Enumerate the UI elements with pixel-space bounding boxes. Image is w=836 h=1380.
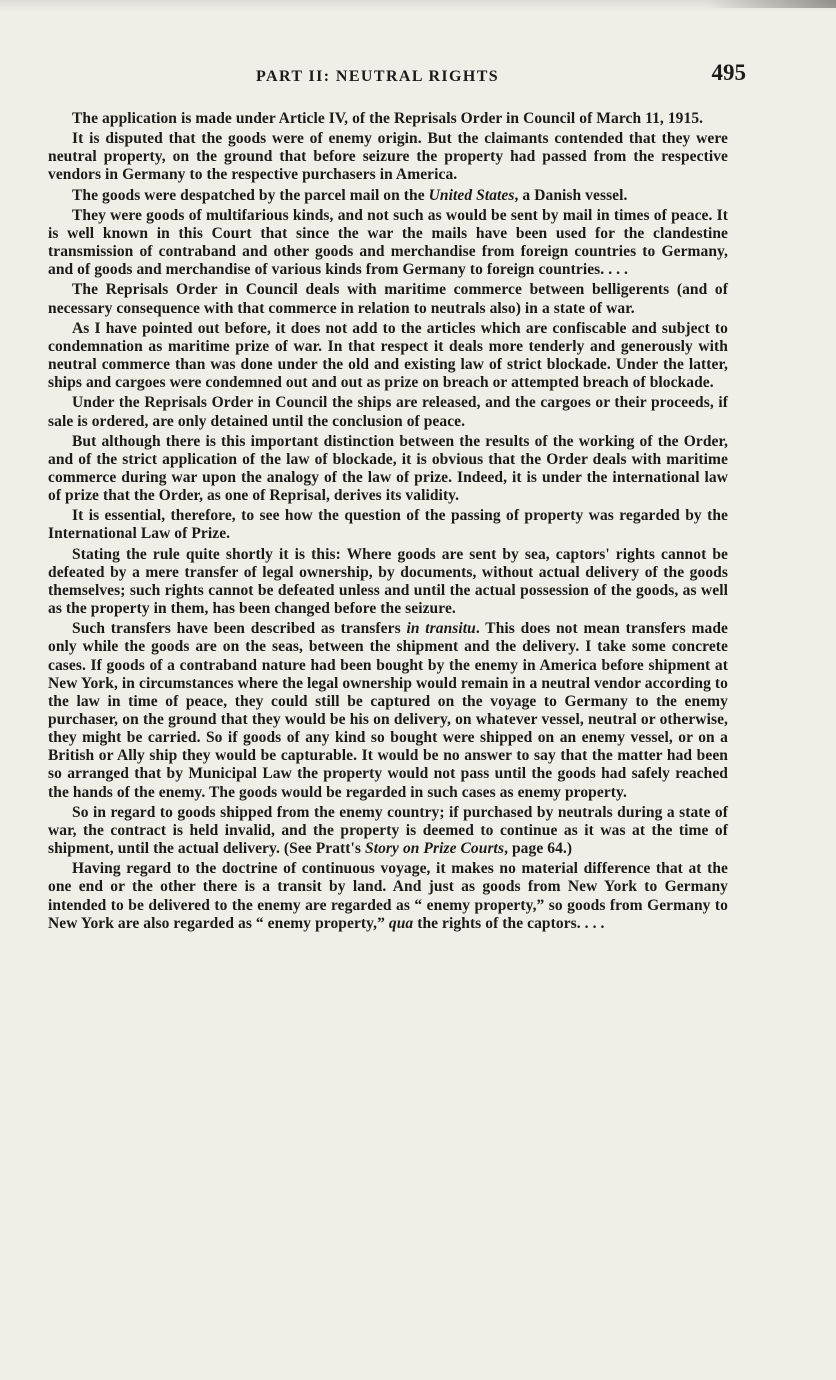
text-segment: the rights of the captors. . . . <box>413 914 605 932</box>
body-text <box>48 110 728 933</box>
text-segment: Stating the rule quite shortly it is this: Where goods are sent by sea, captors' rights cannot be defeated by a mere transfer of legal ownership, by documents, without actual delivery of the goods themselves; such rights cannot be defeated unless and until the actual possession of the goods, as well as the property in them, has been changed before the seizure. <box>48 545 728 618</box>
paragraph-6 <box>48 320 728 393</box>
text-segment: Having regard to the doctrine of continuous voyage, it makes no material difference that at the one end or the other there is a transit by land. And just as goods from New York to Germany intended to be delivered to the enemy are regarded as “ enemy property,” so goods from Germany to New York are also regarded as “ enemy property,” <box>48 860 728 932</box>
paragraph-1 <box>48 110 728 128</box>
text-segment: But although there is this important distinction between the results of the working of the Order, and of the strict application of the law of blockade, it is obvious that the Order deals with maritime commerce during war upon the analogy of the law of prize. Indeed, it is under the international law of prize that the Order, as one of Reprisal, derives its validity. <box>48 432 728 505</box>
text-segment: The application is made under Article IV, of the Reprisals Order in Council of March 11, 1915. <box>72 110 704 127</box>
text-segment: Under the Reprisals Order in Council the ships are released, and the cargoes or their proceeds, if sale is ordered, are only detained until the conclusion of peace. <box>48 394 728 430</box>
paragraph-12 <box>48 804 728 858</box>
running-title: PART II: NEUTRAL RIGHTS <box>256 68 500 85</box>
text-segment: . This does not mean transfers made only while the goods are on the seas, between the shipment and the delivery. I take some concrete cases. If goods of a contraband nature had been bought by the enemy in America before shipment at New York, in circumstances where the legal ownership would remain in a neutral vendor according to the law in time of peace, they could still be captured on the voyage to Germany to the enemy purchaser, on the ground that they would be his on delivery, on whatever vessel, neutral or otherwise, they might be carried. So if goods of any kind so bought were shipped on an enemy vessel, or on a British or Ally ship they would be capturable. It would be no answer to say that the matter had been so arranged that by Municipal Law the property would not pass until the goods had safely reached the hands of the enemy. The goods would be regarded in such cases as enemy property. <box>48 620 729 801</box>
text-segment: So in regard to goods shipped from the enemy country; if purchased by neutrals during a state of war, the contract is held invalid, and the property is deemed to continue as it was at the time of shipment, until the actual delivery. (See Pratt's <box>48 803 728 858</box>
paragraph-5 <box>48 281 728 317</box>
text-segment: Such transfers have been described as transfers <box>72 620 407 638</box>
paragraph-4 <box>48 207 728 280</box>
text-segment: , page 64.) <box>504 840 573 858</box>
page-number: 495 <box>711 60 746 85</box>
paragraph-13 <box>48 860 728 933</box>
text-segment: They were goods of multifarious kinds, and not such as would be sent by mail in times of peace. It is well known in this Court that since the war the mails have been used for the clandestine transmission of contraband and other goods and merchandise from foreign countries to Germany, and of goods and merchandise of various kinds from Germany to foreign countries. . . . <box>48 206 728 279</box>
paragraph-3 <box>48 187 728 205</box>
book-title-italic: Story on Prize Courts <box>365 840 505 858</box>
text-segment: It is disputed that the goods were of enemy origin. But the claimants contended that they were neutral property, on the ground that before seizure the property had passed from the respective vendors in Germany to the respective purchasers in America. <box>48 130 728 184</box>
text-segment: It is essential, therefore, to see how the question of the passing of property was regarded by the International Law of Prize. <box>48 507 728 543</box>
text-segment: The goods were despatched by the parcel mail on the <box>72 186 429 204</box>
text-segment: , a Danish vessel. <box>514 186 628 204</box>
latin-term-italic: qua <box>388 914 414 932</box>
running-header <box>48 60 746 94</box>
paragraph-10 <box>48 546 728 619</box>
paragraph-7 <box>48 394 728 430</box>
latin-term-italic: in transitu <box>406 620 476 638</box>
paragraph-8 <box>48 433 728 506</box>
paragraph-2 <box>48 130 728 184</box>
text-segment: As I have pointed out before, it does not add to the articles which are confiscable and subject to condemnation as maritime prize of war. In that respect it deals more tenderly and generously with neutral commerce than was done under the old and existing law of strict blockade. Under the latter, ships and cargoes were condemned out and out as prize on breach or attempted breach of blockade. <box>48 319 728 392</box>
ship-name-italic: United States <box>428 186 515 204</box>
text-segment: The Reprisals Order in Council deals with maritime commerce between belligerents (and of necessary consequence with that commerce in relation to neutrals also) in a state of war. <box>48 281 728 317</box>
paragraph-9 <box>48 507 728 543</box>
paragraph-11 <box>48 620 728 802</box>
